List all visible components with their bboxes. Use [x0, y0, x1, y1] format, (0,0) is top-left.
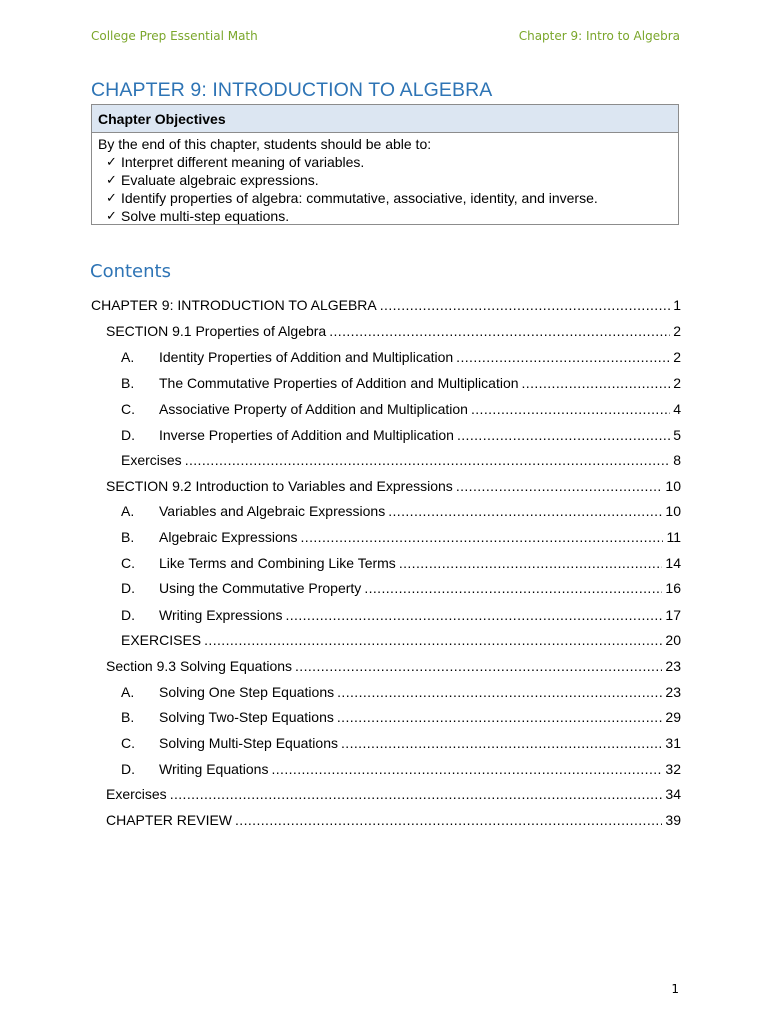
toc-entry-page: 10	[665, 478, 681, 494]
objectives-heading: Chapter Objectives	[92, 105, 678, 133]
toc-entry-label: Solving Two-Step Equations	[159, 709, 334, 725]
objective-item	[92, 153, 678, 171]
toc-entry-letter: B.	[121, 529, 135, 545]
objective-text: Identify properties of algebra: commutative, associative, identity, and inverse.	[121, 190, 598, 206]
toc-entry-page: 14	[665, 555, 681, 571]
toc-entry[interactable]	[91, 347, 681, 367]
toc-entry-letter: B.	[121, 709, 135, 725]
toc-entry-page: 10	[665, 503, 681, 519]
toc-dot-leader	[204, 630, 662, 650]
chapter-title: CHAPTER 9: INTRODUCTION TO ALGEBRA	[91, 79, 493, 101]
toc-entry-label: Writing Expressions	[159, 607, 283, 623]
toc-entry-letter: A.	[121, 349, 135, 365]
toc-entry-letter: B.	[121, 375, 135, 391]
toc-dot-leader	[329, 321, 670, 341]
toc-entry-letter: A.	[121, 503, 135, 519]
toc-dot-leader	[456, 347, 670, 367]
toc-entry-letter: D.	[121, 580, 135, 596]
toc-entry[interactable]	[91, 553, 681, 573]
toc-entry[interactable]	[91, 810, 681, 830]
toc-entry[interactable]	[91, 450, 681, 470]
toc-entry-label: Inverse Properties of Addition and Multiplication	[159, 427, 454, 443]
toc-entry[interactable]	[91, 321, 681, 341]
toc-entry-page: 29	[665, 709, 681, 725]
toc-entry-label: Writing Equations	[159, 761, 269, 777]
checkmark-icon: ✓	[106, 190, 117, 205]
toc-dot-leader	[337, 707, 663, 727]
toc-entry-label: SECTION 9.1 Properties of Algebra	[106, 323, 327, 339]
toc-entry-letter: D.	[121, 427, 135, 443]
toc-dot-leader	[271, 759, 662, 779]
toc-entry-page: 23	[665, 684, 681, 700]
toc-entry-page: 23	[665, 658, 681, 674]
checkmark-icon: ✓	[106, 172, 117, 187]
running-header-left: College Prep Essential Math	[91, 29, 258, 43]
chapter-objectives-box	[91, 104, 679, 225]
toc-entry-page: 20	[665, 632, 681, 648]
toc-entry-letter: C.	[121, 735, 135, 751]
toc-entry-label: Exercises	[106, 786, 167, 802]
objectives-intro: By the end of this chapter, students should be able to:	[98, 136, 432, 152]
objective-text: Evaluate algebraic expressions.	[121, 172, 319, 188]
toc-entry-page: 5	[673, 427, 681, 443]
toc-dot-leader	[471, 399, 670, 419]
toc-entry-page: 4	[673, 401, 681, 417]
toc-entry[interactable]	[91, 707, 681, 727]
toc-entry-page: 39	[665, 812, 681, 828]
toc-entry-label: CHAPTER REVIEW	[106, 812, 233, 828]
toc-entry-page: 34	[665, 786, 681, 802]
toc-entry-label: Section 9.3 Solving Equations	[106, 658, 293, 674]
objective-text: Interpret different meaning of variables.	[121, 154, 365, 170]
objective-text: Solve multi-step equations.	[121, 208, 290, 224]
toc-entry[interactable]	[91, 399, 681, 419]
objective-item	[92, 207, 678, 225]
toc-entry[interactable]	[91, 425, 681, 445]
toc-dot-leader	[285, 605, 662, 625]
objectives-list	[92, 153, 678, 225]
toc-dot-leader	[170, 784, 663, 804]
objective-item	[92, 189, 678, 207]
toc-entry[interactable]	[91, 295, 681, 315]
toc-entry-page: 16	[665, 580, 681, 596]
toc-entry[interactable]	[91, 759, 681, 779]
toc-dot-leader	[301, 527, 664, 547]
toc-dot-leader	[341, 733, 662, 753]
toc-entry[interactable]	[91, 373, 681, 393]
toc-dot-leader	[457, 425, 670, 445]
toc-entry-label: Like Terms and Combining Like Terms	[159, 555, 396, 571]
toc-entry-letter: A.	[121, 684, 135, 700]
toc-dot-leader	[380, 295, 670, 315]
toc-dot-leader	[337, 682, 662, 702]
objective-item	[92, 171, 678, 189]
toc-entry-label: Exercises	[121, 452, 182, 468]
toc-entry-page: 2	[673, 323, 681, 339]
toc-entry[interactable]	[91, 656, 681, 676]
toc-dot-leader	[399, 553, 663, 573]
toc-entry[interactable]	[91, 630, 681, 650]
toc-entry[interactable]	[91, 733, 681, 753]
toc-entry-label: Solving One Step Equations	[159, 684, 335, 700]
page-number: 1	[671, 982, 679, 996]
toc-dot-leader	[456, 476, 663, 496]
toc-dot-leader	[522, 373, 671, 393]
toc-dot-leader	[388, 501, 662, 521]
toc-entry-page: 2	[673, 349, 681, 365]
toc-entry-page: 17	[665, 607, 681, 623]
toc-entry[interactable]	[91, 476, 681, 496]
toc-entry-page: 32	[665, 761, 681, 777]
toc-entry[interactable]	[91, 578, 681, 598]
toc-entry-label: SECTION 9.2 Introduction to Variables and Expressions	[106, 478, 453, 494]
toc-dot-leader	[295, 656, 662, 676]
toc-entry-page: 2	[673, 375, 681, 391]
running-header-right: Chapter 9: Intro to Algebra	[518, 29, 680, 43]
toc-entry-label: Associative Property of Addition and Multiplication	[159, 401, 468, 417]
toc-dot-leader	[235, 810, 662, 830]
toc-entry[interactable]	[91, 682, 681, 702]
toc-entry-label: Variables and Algebraic Expressions	[159, 503, 386, 519]
toc-entry[interactable]	[91, 527, 681, 547]
toc-entry-label: Solving Multi-Step Equations	[159, 735, 338, 751]
toc-entry[interactable]	[91, 605, 681, 625]
checkmark-icon: ✓	[106, 154, 117, 169]
toc-entry-letter: D.	[121, 761, 135, 777]
toc-entry[interactable]	[91, 784, 681, 804]
checkmark-icon: ✓	[106, 208, 117, 223]
toc-entry-page: 11	[666, 529, 681, 545]
toc-entry-label: Algebraic Expressions	[159, 529, 298, 545]
toc-entry-letter: C.	[121, 401, 135, 417]
contents-heading: Contents	[90, 261, 171, 282]
toc-entry-label: The Commutative Properties of Addition and Multiplication	[159, 375, 519, 391]
toc-entry-page: 8	[673, 452, 681, 468]
toc-dot-leader	[185, 450, 671, 470]
toc-entry-label: EXERCISES	[121, 632, 202, 648]
toc-entry[interactable]	[91, 501, 681, 521]
toc-entry-label: Identity Properties of Addition and Multiplication	[159, 349, 454, 365]
toc-entry-page: 31	[665, 735, 681, 751]
toc-entry-label: CHAPTER 9: INTRODUCTION TO ALGEBRA	[91, 297, 377, 313]
toc-entry-letter: D.	[121, 607, 135, 623]
toc-entry-letter: C.	[121, 555, 135, 571]
toc-entry-page: 1	[673, 297, 681, 313]
toc-entry-label: Using the Commutative Property	[159, 580, 362, 596]
toc-dot-leader	[364, 578, 662, 598]
